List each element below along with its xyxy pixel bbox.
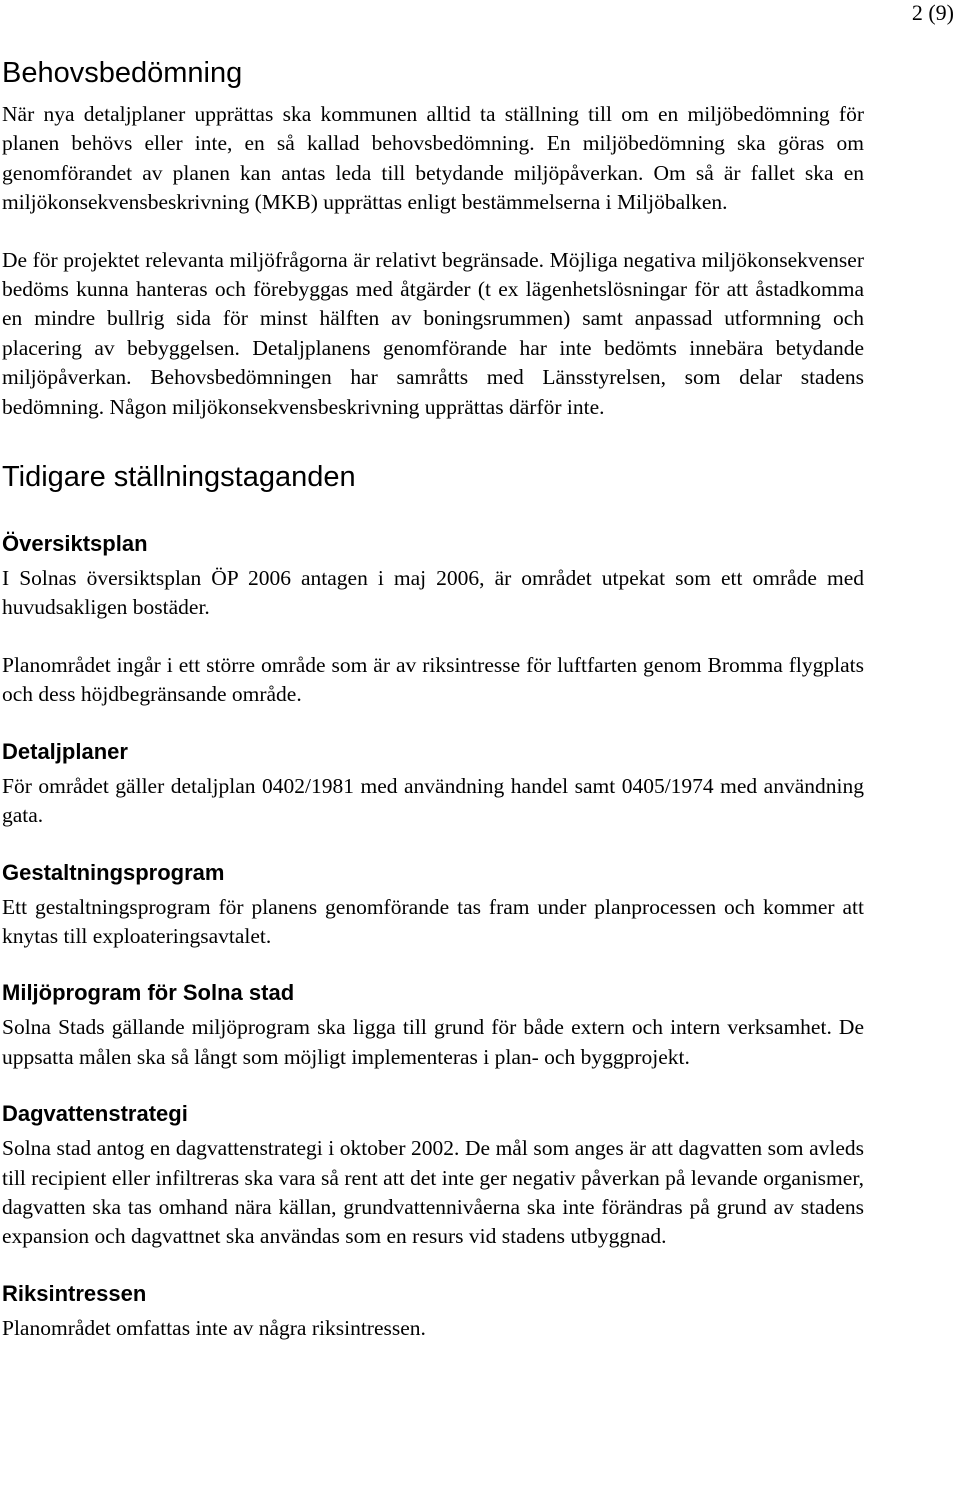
heading-dagvattenstrategi: Dagvattenstrategi [2,1101,188,1127]
heading-oversiktsplan: Översiktsplan [2,531,148,557]
paragraph-behov-assessment: De för projektet relevanta miljöfrågorna är relativt begränsade. Möjliga negativa miljökonsekvenser bedöms kunna hanteras och förebyggas med åtgärder (t ex lägenhetslösningar för att åstadkomma en mindre bullrig sida för minst hälften av boningsrummen) samt anpassad utformning och placering av bebyggelsen. Detaljplanens genomförande har inte bedömts innebära betydande miljöpåverkan. Behovsbedömningen har samråtts med Länsstyrelsen, som delar stadens bedömning. Någon miljökonsekvensbeskrivning upprättas därför inte. [2,247,864,419]
paragraph-riksintressen: Planområdet omfattas inte av några riksintressen. [2,1315,426,1340]
paragraph-miljoprogram: Solna Stads gällande miljöprogram ska ligga till grund för både extern och intern verksamhet. De uppsatta målen ska så långt som möjligt implementeras i plan- och byggprojekt. [2,1015,864,1069]
paragraph-gestaltningsprogram: Ett gestaltningsprogram för planens genomförande tas fram under planprocessen och kommer att knytas till exploateringsavtalet. [2,894,864,948]
paragraph-oversiktsplan-1: I Solnas översiktsplan ÖP 2006 antagen i maj 2006, är området utpekat som ett område med huvudsakligen bostäder. [2,566,864,620]
heading-behovsbedomning: Behovsbedömning [2,57,243,89]
heading-detaljplaner: Detaljplaner [2,738,128,764]
paragraph-dagvattenstrategi: Solna stad antog en dagvattenstrategi i oktober 2002. De mål som anges är att dagvatten som avleds till recipient eller infiltreras ska vara så rent att det inte ger negativ påverkan på levande organismer, dagvatten ska tas omhand nära källan, grundvattennivåerna ska inte förändras på grund av stadens expansion och dagvattnet ska användas som en resurs vid stadens utbyggnad. [2,1136,864,1249]
paragraph-behov-intro: När nya detaljplaner upprättas ska kommunen alltid ta ställning till om en miljöbedömning för planen behövs eller inte, en så kallad behovsbedömning. En miljöbedömning ska göras om genomförandet av planen kan antas leda till betydande miljöpåverkan. Om så är fallet ska en miljökonsekvensbeskrivning (MKB) upprättas enligt bestämmelserna i Miljöbalken. [2,102,864,215]
paragraph-detaljplaner: För området gäller detaljplan 0402/1981 med användning handel samt 0405/1974 med användning gata. [2,773,864,828]
heading-riksintressen: Riksintressen [2,1280,147,1306]
document-body [2,56,864,1371]
heading-miljoprogram: Miljöprogram för Solna stad [2,980,295,1006]
heading-gestaltningsprogram: Gestaltningsprogram [2,859,225,885]
page-number: 2 (9) [911,0,954,25]
paragraph-oversiktsplan-2: Planområdet ingår i ett större område som är av riksintresse för luftfarten genom Bromma flygplats och dess höjdbegränsande område. [2,652,864,707]
heading-tidigare-stallningstaganden: Tidigare ställningstaganden [2,461,356,494]
